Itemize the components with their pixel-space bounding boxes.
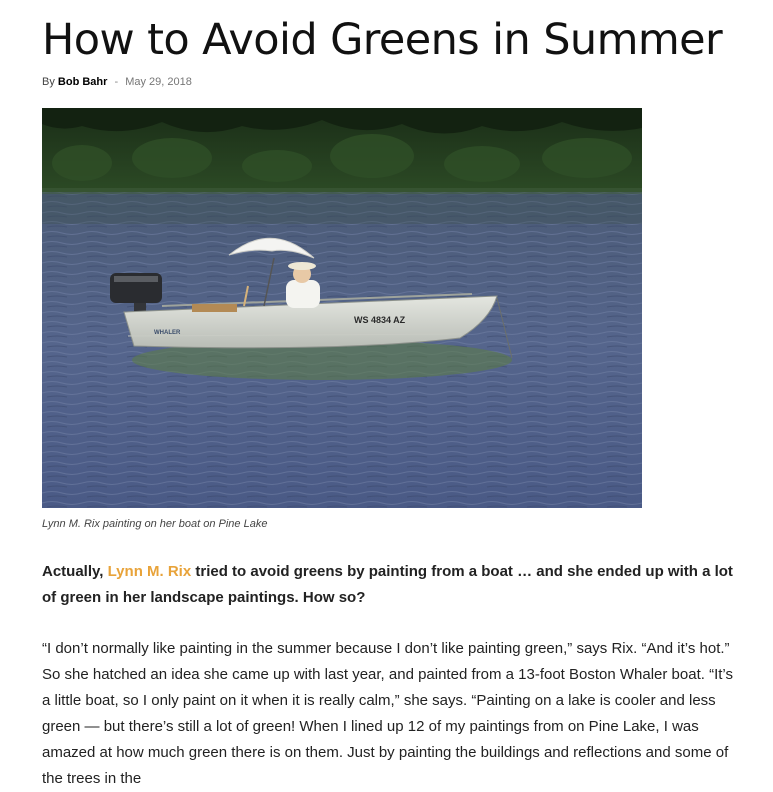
body-paragraph: “I don’t normally like painting in the summer because I don’t like painting green,” says Rix. “And it’s hot.” So she hatched an idea she came up with last year, and painted from a 13-foot Boston Whaler boat. “It’s a little boat, so I only paint on it when it is really calm,” she says. “Painting on a lake is cooler and less green — but there’s still a lot of green! When I lined up 12 of my paintings from on Pine Lake, I was amazed at how much green there is on them. Just by painting the buildings and reflections and some of the trees in the xyxy=(42,640,733,787)
hull-registration: WS 4834 AZ xyxy=(354,315,406,325)
hull-brand: WHALER xyxy=(154,330,181,336)
boat-photo[interactable] xyxy=(42,108,642,508)
article-byline xyxy=(42,74,742,90)
figure-caption: Lynn M. Rix painting on her boat on Pine Lake xyxy=(42,518,268,530)
article xyxy=(42,0,742,792)
lead-paragraph xyxy=(42,559,742,611)
article-title: How to Avoid Greens in Summer xyxy=(42,15,723,65)
publish-date: May 29, 2018 xyxy=(125,76,192,88)
author-link[interactable]: Bob Bahr xyxy=(57,76,108,88)
lead-text-start: Actually, xyxy=(42,563,108,580)
lynn-rix-link[interactable]: Lynn M. Rix xyxy=(107,563,192,580)
byline-separator: - xyxy=(114,76,119,88)
byline-prefix: By xyxy=(42,76,55,88)
lead-text-end: tried to avoid greens by painting from a boat … and she ended up with a lot of green in her landscape paintings. How so? xyxy=(42,563,733,606)
article-figure xyxy=(42,108,642,532)
